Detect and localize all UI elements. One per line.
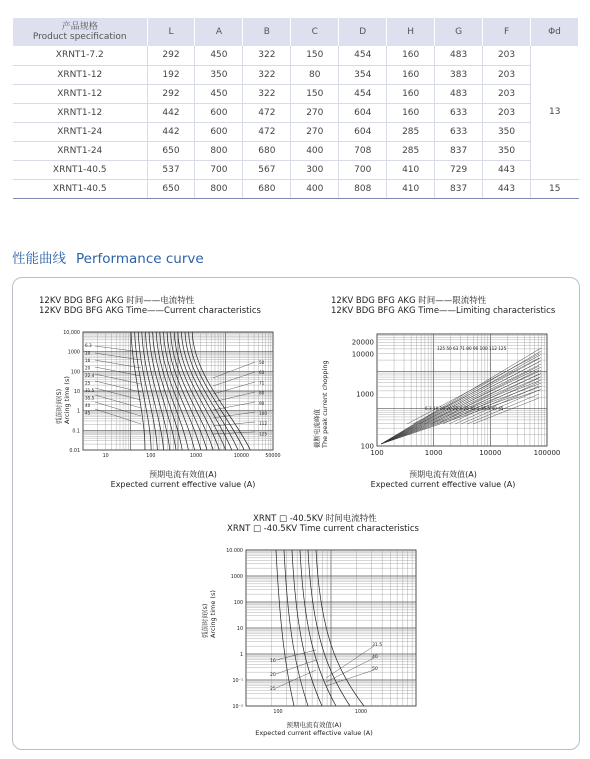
chart1-y-tick: 1000 — [67, 350, 80, 356]
cell-value: 483 — [435, 46, 483, 65]
chart2-y-tick: 1000 — [356, 390, 374, 399]
chart2-curve — [381, 364, 541, 444]
chart1-fuse-label: 20 — [85, 365, 91, 371]
chart1-fuse-label: 6.3 — [85, 343, 92, 348]
chart1-fuse-label: 112 — [259, 421, 267, 427]
chart3-xlabel — [239, 721, 389, 737]
cell-model: XRNT1-12 — [13, 103, 147, 122]
cell-model: XRNT1-24 — [13, 122, 147, 141]
section-title-cn: 性能曲线 — [12, 251, 66, 267]
cell-value: 354 — [339, 65, 387, 84]
chart2-y-tick: 10000 — [351, 350, 374, 359]
cell-value: 650 — [147, 141, 195, 160]
cell-value: 383 — [435, 65, 483, 84]
cell-value: 837 — [435, 179, 483, 198]
table-row — [13, 141, 579, 160]
table-row — [13, 122, 579, 141]
cell-value: 80 — [291, 65, 339, 84]
chart2-xlabel-cn: 预期电流有效值(A) — [409, 470, 477, 479]
chart3-leader — [276, 670, 316, 688]
cell-value: 633 — [435, 122, 483, 141]
cell-model: XRNT1-40.5 — [13, 160, 147, 179]
chart3-plot — [226, 548, 420, 715]
cell-value: 270 — [291, 122, 339, 141]
chart2-curve — [437, 374, 539, 424]
chart1-fuse-label: 10 — [85, 350, 91, 356]
chart3-ylabel-cn: 弧前时间(s) — [201, 603, 209, 638]
chart1-x-tick: 1000 — [189, 454, 203, 459]
cell-value: 600 — [195, 103, 243, 122]
cell-value: 160 — [387, 65, 435, 84]
cell-phi-merged: 13 — [531, 46, 579, 179]
chart3-ylabel-en: Arcing time (s) — [209, 590, 217, 638]
chart2-title-cn: 12KV BDG BFG AKG 时间——限流特性 — [331, 296, 487, 306]
cell-value: 708 — [339, 141, 387, 160]
cell-value: 443 — [483, 179, 531, 198]
chart2-x-tick: 10000 — [479, 449, 502, 457]
cell-value: 292 — [147, 46, 195, 65]
chart3-title-cn: XRNT □ -40.5KV 时间电流特性 — [253, 514, 377, 524]
cell-value: 160 — [387, 46, 435, 65]
chart2-curve — [407, 354, 539, 424]
cell-value: 800 — [195, 179, 243, 198]
cell-value: 483 — [435, 84, 483, 103]
chart3-fuse-label: 20 — [270, 673, 276, 678]
chart1-fuse-label: 50 — [259, 360, 265, 365]
chart1-xlabel-en: Expected current effective value (A) — [110, 480, 256, 489]
table-row — [13, 46, 579, 65]
cell-value: 285 — [387, 122, 435, 141]
chart3-y-tick: 100 — [233, 601, 243, 606]
chart1-leader — [95, 353, 141, 360]
cell-value: 350 — [195, 65, 243, 84]
cell-value: 729 — [435, 160, 483, 179]
header-product-en: Product specification — [32, 32, 127, 42]
chart1-ylabel-en: Arcing time (s) — [63, 376, 71, 424]
cell-value: 203 — [483, 84, 531, 103]
chart2-x-tick: 100000 — [533, 449, 561, 457]
chart1-y-tick: 100 — [70, 370, 80, 376]
spec-table-body — [13, 46, 579, 198]
chart1-x-tick: 10 — [102, 454, 109, 459]
chart2-y-tick: 100 — [360, 442, 374, 451]
cell-value: 410 — [387, 179, 435, 198]
header-product — [13, 18, 147, 46]
chart2-ylabel-en: The peak current chopping — [321, 360, 329, 448]
cell-value: 322 — [243, 65, 291, 84]
cell-value: 454 — [339, 84, 387, 103]
cell-value: 700 — [195, 160, 243, 179]
column-header: D — [339, 18, 387, 46]
chart2-curve — [381, 354, 541, 444]
chart3-y-tick: 10.000 — [226, 549, 243, 554]
cell-value: 160 — [387, 84, 435, 103]
chart2-xlabel-en: Expected current effective value (A) — [370, 480, 516, 489]
chart2-title-en: 12KV BDG BFG AKG Time——Limiting characteristics — [331, 306, 556, 316]
cell-value: 350 — [483, 141, 531, 160]
table-header-row — [13, 18, 579, 46]
chart2-y-tick: 20000 — [351, 338, 374, 347]
chart2-title — [331, 296, 555, 316]
chart1-fuse-label: 100 — [259, 411, 267, 416]
cell-value: 680 — [243, 141, 291, 160]
chart3-title-en: XRNT □ -40.5KV Time current characteristics — [227, 524, 419, 534]
cell-value: 650 — [147, 179, 195, 198]
chart3-ylabel — [201, 590, 217, 638]
chart1-y-tick: 0.01 — [69, 449, 80, 454]
column-header: B — [243, 18, 291, 46]
cell-value: 600 — [195, 122, 243, 141]
chart3-fuse-label: 40 — [372, 655, 378, 660]
chart1-fuse-label: 22.4 — [85, 373, 95, 378]
cell-value: 567 — [243, 160, 291, 179]
chart1-xlabel — [83, 470, 283, 490]
chart3-fuse-label: 31.5 — [372, 643, 383, 648]
chart3-leader — [326, 658, 374, 682]
cell-value: 322 — [243, 84, 291, 103]
cell-value: 442 — [147, 122, 195, 141]
column-header: A — [195, 18, 243, 46]
cell-value: 203 — [483, 103, 531, 122]
chart1-leader — [213, 402, 255, 410]
cell-value: 450 — [195, 46, 243, 65]
cell-value: 322 — [243, 46, 291, 65]
chart3-leader — [326, 670, 374, 686]
chart2-curve — [425, 366, 539, 424]
chart1-title-cn: 12KV BDG BFG AKG 时间——电流特性 — [39, 296, 195, 306]
cell-value: 300 — [291, 160, 339, 179]
chart1-fuse-label: 40 — [85, 403, 91, 408]
chart1-y-tick: 10 — [73, 390, 80, 395]
chart3-fuse-label: 25 — [270, 687, 276, 692]
chart1-x-tick: 100 — [146, 454, 156, 459]
cell-value: 604 — [339, 103, 387, 122]
chart1-fuse-label: 125 — [259, 431, 267, 437]
chart2-ylabel-cn: 截断电流峰值 — [313, 409, 321, 448]
chart3-xlabel-cn: 预期电流有效值(A) — [286, 721, 342, 729]
table-row — [13, 160, 579, 179]
cell-value: 400 — [291, 179, 339, 198]
section-title — [12, 247, 204, 267]
chart1-fuse-label: 90 — [259, 400, 265, 406]
chart3-x-tick: 100 — [273, 710, 283, 715]
chart2-x-tick: 1000 — [424, 449, 443, 457]
chart1-fuse-label: 35.5 — [85, 395, 95, 401]
cell-model: XRNT1-7.2 — [13, 46, 147, 65]
chart3-fuse-label: 16 — [270, 659, 276, 664]
cell-value: 443 — [483, 160, 531, 179]
chart1-fuse-label: 16 — [85, 358, 91, 363]
cell-value: 410 — [387, 160, 435, 179]
cell-value: 808 — [339, 179, 387, 198]
chart3-y-tick: 10⁻¹ — [232, 679, 243, 684]
chart1-title-en: 12KV BDG BFG AKG Time——Current characteristics — [39, 306, 261, 316]
column-header: L — [147, 18, 195, 46]
chart1-fuse-label: 63 — [259, 370, 265, 376]
spec-table — [13, 18, 579, 199]
chart3-y-tick: 10 — [236, 627, 243, 632]
chart3-x-tick: 1000 — [354, 710, 368, 715]
cell-value: 442 — [147, 103, 195, 122]
cell-value: 700 — [339, 160, 387, 179]
cell-model: XRNT1-40.5 — [13, 179, 147, 198]
chart1-x-tick: 10000 — [233, 454, 249, 459]
cell-model: XRNT1-24 — [13, 141, 147, 160]
chart2-curve — [381, 380, 541, 444]
chart1-y-tick: 1 — [76, 409, 80, 415]
cell-value: 400 — [291, 141, 339, 160]
chart1-fuse-label: 71 — [259, 380, 265, 386]
header-product-cn: 产品规格 — [61, 22, 98, 32]
chart3-title — [227, 514, 419, 534]
cell-value: 203 — [483, 46, 531, 65]
chart1-xlabel-cn: 预期电流有效值(A) — [149, 470, 217, 479]
cell-value: 837 — [435, 141, 483, 160]
chart3-xlabel-en: Expected current effective value (A) — [255, 729, 373, 737]
chart2-bottom-labels: 6.3 10 16 20 22.4 25 31.5 35.5 40 45 — [425, 406, 504, 411]
chart3-fuse-label: 50 — [372, 667, 378, 672]
cell-value: 270 — [291, 103, 339, 122]
chart1-fuse-label: 45 — [85, 410, 91, 416]
cell-value: 800 — [195, 141, 243, 160]
chart2-x-tick: 100 — [370, 449, 384, 457]
column-header: Φd — [531, 18, 579, 46]
cell-value: 150 — [291, 84, 339, 103]
cell-value: 633 — [435, 103, 483, 122]
chart2-xlabel — [333, 470, 553, 490]
chart1-y-tick: 10,000 — [63, 331, 80, 336]
cell-value: 160 — [387, 103, 435, 122]
column-header: H — [387, 18, 435, 46]
chart1-fuse-label: 31.5 — [85, 388, 95, 393]
cell-value: 537 — [147, 160, 195, 179]
cell-value: 472 — [243, 122, 291, 141]
chart1-fuse-label: 25 — [85, 380, 91, 386]
chart3-y-tick: 1000 — [230, 575, 243, 580]
cell-value: 472 — [243, 103, 291, 122]
cell-value: 292 — [147, 84, 195, 103]
performance-panel — [12, 277, 580, 750]
cell-value: 285 — [387, 141, 435, 160]
cell-value: 350 — [483, 122, 531, 141]
cell-value: 450 — [195, 84, 243, 103]
chart2-plot — [333, 330, 561, 457]
chart3-y-tick: 1 — [239, 653, 243, 658]
cell-value: 203 — [483, 65, 531, 84]
chart2-curve — [381, 358, 541, 444]
chart1-fuse-label: 80 — [259, 390, 265, 396]
chart3-y-tick: 10⁻² — [232, 705, 243, 710]
column-header: F — [483, 18, 531, 46]
table-row — [13, 65, 579, 84]
chart1-plot — [53, 328, 283, 463]
chart1-ylabel-cn: 弧前时间(S) — [55, 388, 63, 424]
table-row — [13, 103, 579, 122]
cell-model: XRNT1-12 — [13, 65, 147, 84]
cell-value: 680 — [243, 179, 291, 198]
cell-value: 604 — [339, 122, 387, 141]
chart1-y-tick: 0.1 — [72, 429, 80, 435]
column-header: G — [435, 18, 483, 46]
section-title-en: Performance curve — [76, 251, 204, 267]
chart1-title — [39, 296, 261, 316]
cell-value: 192 — [147, 65, 195, 84]
chart1-x-tick: 50000 — [265, 454, 281, 459]
cell-model: XRNT1-12 — [13, 84, 147, 103]
cell-phi-last: 15 — [531, 179, 579, 198]
table-row — [13, 84, 579, 103]
cell-value: 454 — [339, 46, 387, 65]
cell-value: 150 — [291, 46, 339, 65]
chart2-top-labels: 125 50 63 71 80 90 100 112 125 — [437, 346, 507, 351]
chart1-leader — [95, 346, 141, 352]
column-header: C — [291, 18, 339, 46]
chart2-ylabel — [313, 360, 329, 448]
table-row — [13, 179, 579, 198]
